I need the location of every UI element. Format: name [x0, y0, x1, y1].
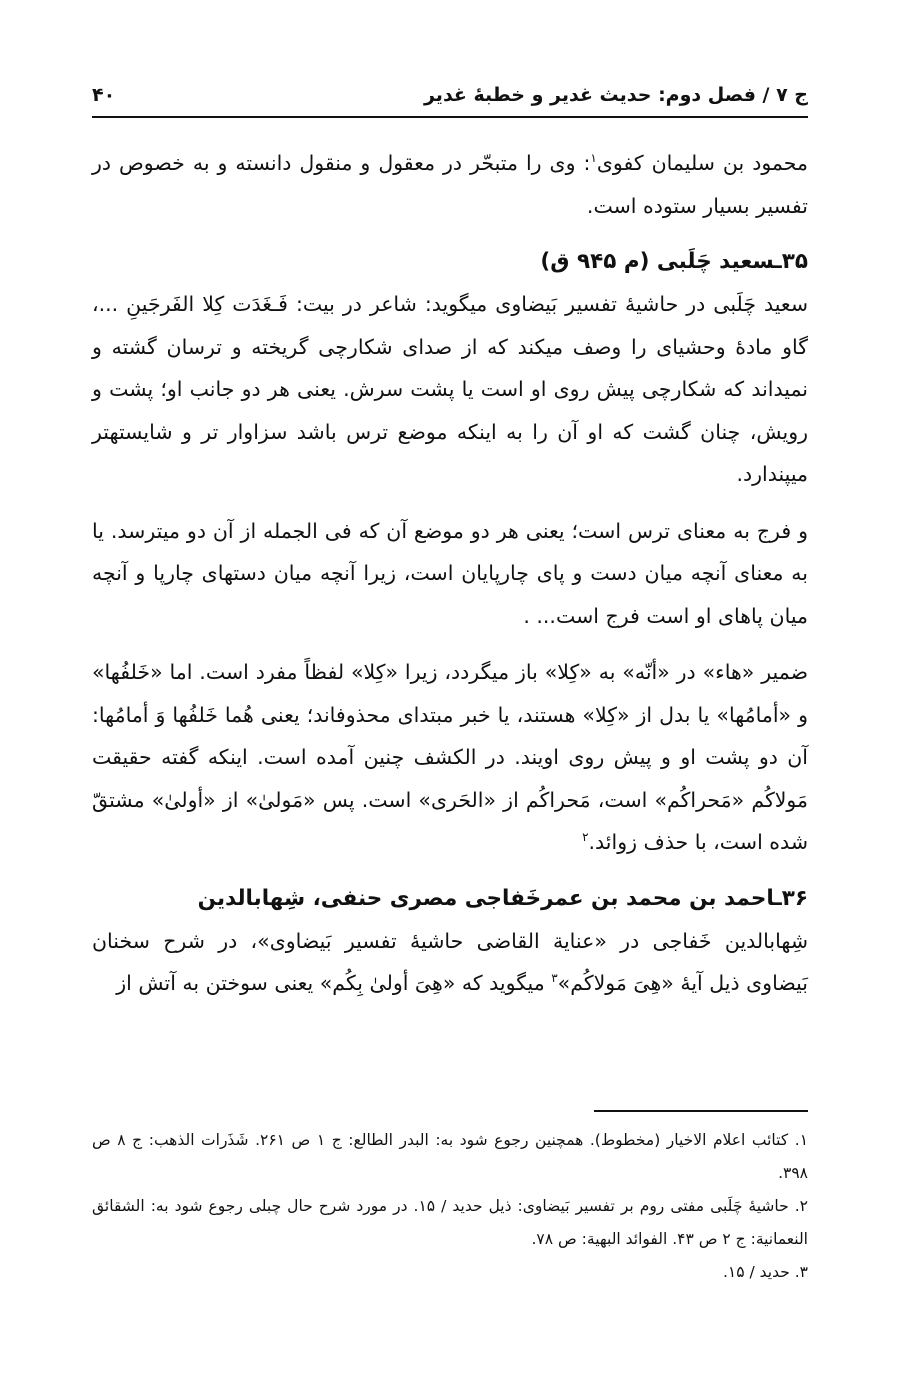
footnote-1: ۱. کتائب اعلام الاخیار (مخطوط). همچنین رجوع شود به: البدر الطالع: ج ۱ ص ۲۶۱. شَذَرات الذهب: ج ۸ ص ۳۹۸. [92, 1131, 809, 1182]
page-header [92, 72, 808, 106]
paragraph-35-2: و فرج به معنای ترس است؛ یعنی هر دو موضع آن که فی الجمله از آن دو میترسد. یا به معنای آنچه میان دست و پای چارپایان است، زیرا آنچه میان دستهای چارپا و آنچه میان پاهای او است فرج است... . [92, 518, 808, 628]
running-title: ج ۷ / فصل دوم: حدیث غدیر و خطبهٔ غدیر [423, 84, 808, 106]
footnote-ref-1: ۱ [590, 151, 597, 166]
paragraph-36-text-b: میگوید که «هِیَ أولیٰ بِکُم» یعنی سوختن به آتش از [116, 971, 552, 995]
section-heading-36: ۳۶ـاحمد بن محمد بن عمرخَفاجی مصری حنفی، شِهابالدین [197, 885, 808, 911]
footnote-ref-3: ۳ [551, 971, 558, 986]
header-divider [92, 116, 808, 118]
footnote-divider [594, 1110, 808, 1112]
intro-text: محمود بن سلیمان کفوی [596, 151, 808, 175]
footnotes [92, 1124, 808, 1289]
section-heading-35: ۳۵ـسعید چَلَبی (م ۹۴۵ ق) [540, 249, 808, 274]
paragraph-35-3 [92, 651, 808, 864]
footnote-ref-2: ۲ [582, 830, 589, 845]
paragraph-35-3-text: ضمیر «هاء» در «أنّه» به «کِلا» باز میگردد، زیرا «کِلا» لفظاً مفرد است. اما «خَلفُها» و «أمامُها» یا بدل از «کِلا» هستند، یا خبر مبتدای محذوفاند؛ یعنی هُما خَلفُها وَ أمامُها: آن دو پشت او و پیش روی اویند. در الکشف چنین آمده است. اینکه گفته حقیقت مَولاکُم «مَحراکُم» است، مَحراکُم از «الحَری» است. پس «مَولیٰ» از «أولیٰ» مشتقّ شده است، با حذف زوائد. [92, 660, 808, 854]
intro-rest-text: : وی را متبحّر در معقول و منقول دانسته و به خصوص در تفسیر بسیار ستوده است. [92, 151, 808, 218]
paragraph-36 [92, 920, 808, 1005]
footnote-2: ۲. حاشیهٔ چَلَبی مفتی روم بر تفسیر بَیضاوی: ذیل حدید / ۱۵. در مورد شرح حال چبلی رجوع شود به: الشقائق النعمانیة: ج ۲ ص ۴۳. الفوائد البهیة: ص ۷۸. [92, 1197, 808, 1248]
paragraph-35-1: سعید چَلَبی در حاشیهٔ تفسیر بَیضاوی میگوید: شاعر در بیت: فَـغَدَت کِلا الفَرجَینِ ...، گاو مادهٔ وحشیای را وصف میکند که از صدای شکارچی گریخته و ترسان گشته و نمیداند که شکارچی پیش روی او است یا پشت سرش. یعنی هر دو جانب او؛ پشت و رویش، چنان گشت که او آن را به اینکه موضع ترس باشد سزاوار تر و شایستهتر میپندارد. [92, 292, 808, 486]
footnote-3: ۳. حدید / ۱۵. [722, 1263, 808, 1281]
main-text [92, 142, 808, 1005]
paragraph-36-text-a: شِهابالدین خَفاجی در «عنایة القاضی حاشیهٔ تفسیر بَیضاوی»، در شرح سخنان بَیضاوی ذیل آیهٔ «هِیَ مَولاکُم» [92, 928, 808, 995]
page-number: ۴۰ [92, 84, 116, 106]
intro-paragraph [92, 142, 808, 227]
